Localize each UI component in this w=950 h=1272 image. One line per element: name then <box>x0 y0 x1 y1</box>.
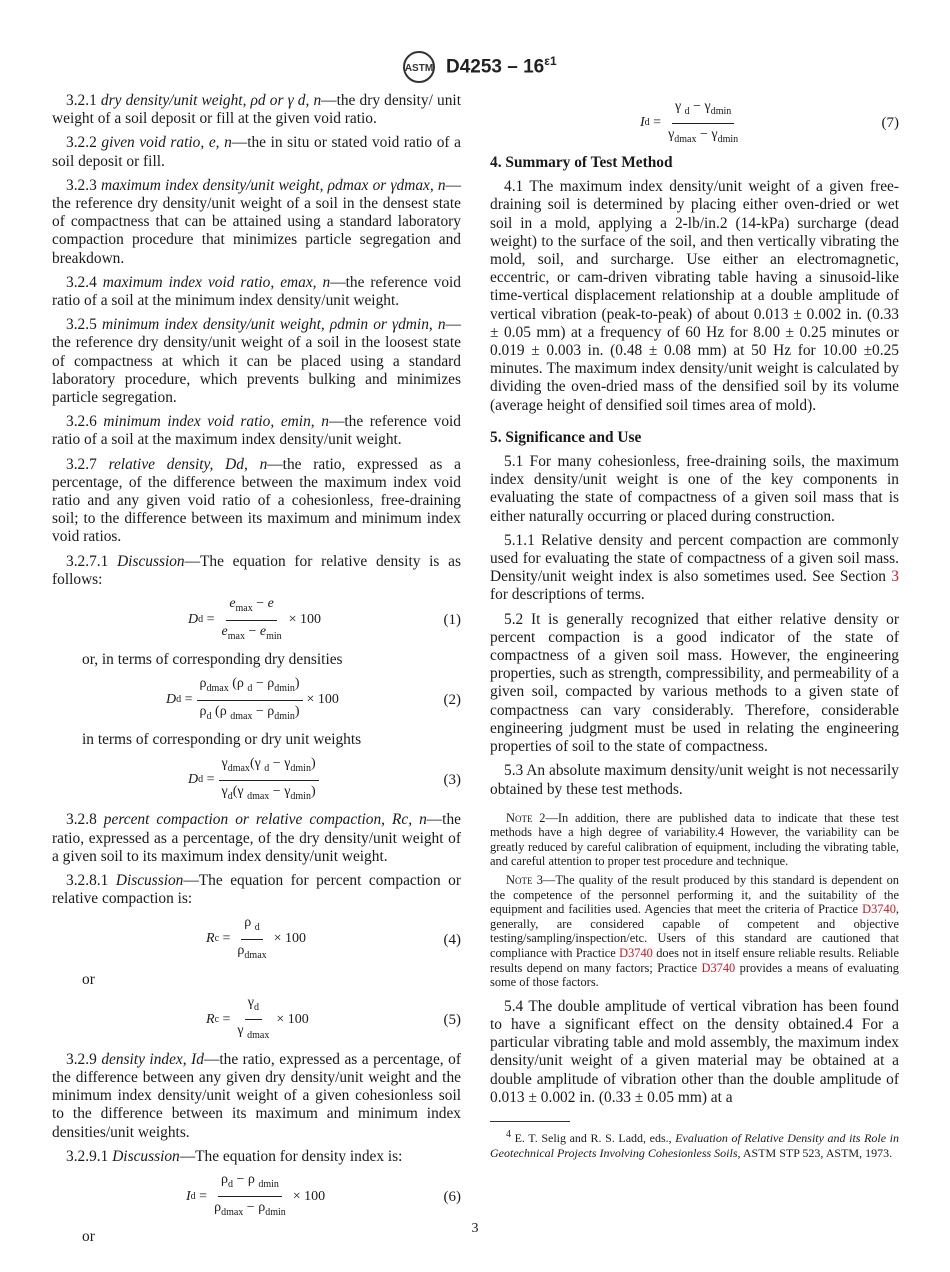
text-unit-weights: in terms of corresponding or dry unit weights <box>82 731 362 749</box>
note-2: Note 2—In addition, there are published data to indicate that these test methods have a high degree of variability.4 However, the variability can be greatly reduced by careful calibration of equipment, including the vibrating table, and careful attention to proper test procedure and technique. <box>490 810 899 869</box>
paragraph-3-2-4: 3.2.4 maximum index void ratio, emax, n—the reference void ratio of a soil at the minimum index density/unit weight. <box>52 273 461 310</box>
paragraph-5-3: 5.3 An absolute maximum density/unit weight is not necessarily obtained by these test methods. <box>490 762 899 798</box>
equation-2: D d = $\frac{\rho_{dmax} (\rho _d - \rho_{dmin})}{\rho_d (\rho _{dmax} - \rho_{dmin})}$ × 100 (2) <box>166 675 461 722</box>
section-heading-4: 4. Summary of Test Method <box>490 154 673 171</box>
svg-text:ASTM: ASTM <box>404 63 434 74</box>
paragraph-5-4: 5.4 The double amplitude of vertical vibration has been found to have a significant effect on the density obtained.4 For a particular vibrating table and mold assembly, the maximum index density/unit weight of a given material may be obtained at a double amplitude of vibration other than the double amplitude of 0.013 ± 0.002 in. (0.33 ± 0.05 mm) at a <box>490 997 899 1106</box>
paragraph-3-2-1: 3.2.1 dry density/unit weight, ρd or γ d, n—the dry density/ unit weight of a soil deposit or fill at the given void ratio. <box>52 92 461 128</box>
note-3: Note 3—The quality of the result produced by this standard is dependent on the competence of the personnel performing it, and the suitability of the equipment and facilities used. Agencies that meet the criteria of Practice D3740, generally, are considered capable of competent and objective testing/sampling/inspection/etc. Users of this standard are cautioned that compliance with Practice D3740 does not in itself ensure reliable results. Reliable results depend on many factors; Practice D3740 provides a means of evaluating some of those factors. <box>490 873 899 990</box>
page-number: 3 <box>471 1221 479 1236</box>
footnote-4: $^4$ E. T. Selig and R. S. Ladd, eds., Evaluation of Relative Density and its Role in Geotechnical Projects Involving Cohesionless Soils, ASTM STP 523, ASTM, 1973. <box>490 1129 899 1160</box>
section-3-link[interactable]: 3 <box>891 568 899 586</box>
section-heading-5: 5. Significance and Use <box>490 428 642 446</box>
paragraph-5-1-1: 5.1.1 Relative density and percent compaction are commonly used for evaluating the state of compactness of a given soil mass. Density/unit weight index is also sometimes used. See Section 3 for descriptions of terms. <box>490 531 899 604</box>
equation-3: D d = $\frac{\gamma_{dmax}(\gamma _d - \gamma_{dmin})}{\gamma_d(\gamma _{dmax} - \gamma_{dmin})}$ (3) <box>188 755 461 802</box>
paragraph-3-2-9: 3.2.9 density index, Id—the ratio, expressed as a percentage, of the difference between any given dry density/unit weight and the minimum index density/unit weight of a given cohesionless soil to the difference between its maximum and minimum index densities/unit weights. <box>52 1050 461 1141</box>
paragraph-3-2-6: 3.2.6 minimum index void ratio, emin, n—the reference void ratio of a soil at the maximum index density/unit weight. <box>52 413 462 449</box>
paragraph-5-1: 5.1 For many cohesionless, free-draining soils, the maximum index density/unit weight is one of the key components in evaluating the state of compactness of a given soil mass that is either naturally occurring or placed during construction. <box>490 453 899 525</box>
paragraph-3-2-8-1: 3.2.8.1 Discussion—The equation for percent compaction or relative compaction is: <box>52 872 461 908</box>
equation-5: R c = $\frac{\gamma_d}{\gamma _{dmax}}$ × 100 (5) <box>206 995 461 1041</box>
text-or-2: or <box>82 1227 95 1245</box>
footnote-divider <box>490 1121 570 1122</box>
equation-4: R c = $\frac{\rho _d}{\rho_{dmax}}$ × 100 (4) <box>206 915 461 961</box>
paragraph-3-2-2: 3.2.2 given void ratio, e, n—the in situ or stated void ratio of a soil deposit or fill. <box>52 134 461 170</box>
paragraph-4-1: 4.1 The maximum index density/unit weight of a given free-draining soil is determined by placing either oven-dried or wet soil in a mold, applying a 2-lb/in.2 (14-kPa) surcharge (dead weight) to the surface of the soil, and then vertically vibrating the mold, soil, and surcharge. Use either an electromagnetic, eccentric, or cam-driven vibrating table having a sinusoid-like time-vertical displacement relationship at a double amplitude of vertical vibration (peak-to-peak) of about 0.013 ± 0.002 in. (0.33 ± 0.05 mm) at a frequency of 60 Hz for 8.00 ± 0.25 minutes or 0.019 ± 0.003 in. (0.48 ± 0.08 mm) at 50 Hz for 10.00 ±0.25 minutes. The maximum index density/unit weight is calculated by dividing the oven-dried mass of the densified soil by its volume (average height of densified soil times area of mold). <box>490 178 899 414</box>
left-column <box>52 92 461 1250</box>
paragraph-5-2: 5.2 It is generally recognized that either relative density or percent compaction is a good indicator of the state of compactness of a given soil mass. However, the engineering properties, such as strength, compressibility, and permeability of a given soil, compacted by various methods to a given state of compactness can vary considerably. Therefore, considerable engineering judgment must be used in relating the engineering properties of soil to the state of compactness. <box>490 610 899 756</box>
page-header <box>0 50 950 84</box>
equation-1: D d = $\frac{e_{max} - e}{e_{max} - e_{min}}$ × 100 (1) <box>188 595 461 642</box>
paragraph-3-2-7-1: 3.2.7.1 Discussion—The equation for relative density is as follows: <box>52 552 461 588</box>
paragraph-3-2-9-1: 3.2.9.1 Discussion—The equation for density index is: <box>66 1147 403 1165</box>
paragraph-3-2-7: 3.2.7 relative density, Dd, n—the ratio, expressed as a percentage, of the difference between the maximum index void ratio and any given void ratio of a cohesionless, free-draining soil; to the difference between its maximum and minimum index void ratios. <box>52 455 461 546</box>
d3740-link[interactable]: D3740 <box>619 946 653 961</box>
text-or-1: or <box>82 970 95 988</box>
equation-7: I d = $\frac{\gamma _d - \gamma_{dmin}}{\gamma_{dmax} - \gamma_{dmin}}$ (7) <box>640 98 899 145</box>
document-id: $D4253 - 16^{\varepsilon 1}$ <box>446 54 557 78</box>
paragraph-3-2-3: 3.2.3 maximum index density/unit weight, ρdmax or γdmax, n—the reference dry density/unit weight of a soil in the densest state of compactness that can be attained using a standard laboratory compaction procedure that minimizes particle segregation and breakdown. <box>52 176 461 267</box>
d3740-link[interactable]: D3740 <box>862 902 896 917</box>
paragraph-3-2-5: 3.2.5 minimum index density/unit weight, ρdmin or γdmin, n—the reference dry density/unit weight of a soil in the loosest state of compactness at which it can be placed using a standard laboratory procedure, which prevents bulking and minimizes particle segregation. <box>52 316 461 407</box>
astm-logo-icon <box>400 50 438 84</box>
equation-6: I d = $\frac{\rho_d - \rho _{dmin}}{\rho_{dmax} - \rho_{dmin}}$ × 100 (6) <box>186 1172 461 1219</box>
d3740-link[interactable]: D3740 <box>701 960 736 975</box>
right-column <box>490 100 899 1160</box>
text-or-dry-densities: or, in terms of corresponding dry densities <box>82 651 343 669</box>
paragraph-3-2-8: 3.2.8 percent compaction or relative compaction, Rc, n—the ratio, expressed as a percentage, of the dry density/unit weight of a given soil to its maximum index density/unit weight. <box>52 811 461 865</box>
